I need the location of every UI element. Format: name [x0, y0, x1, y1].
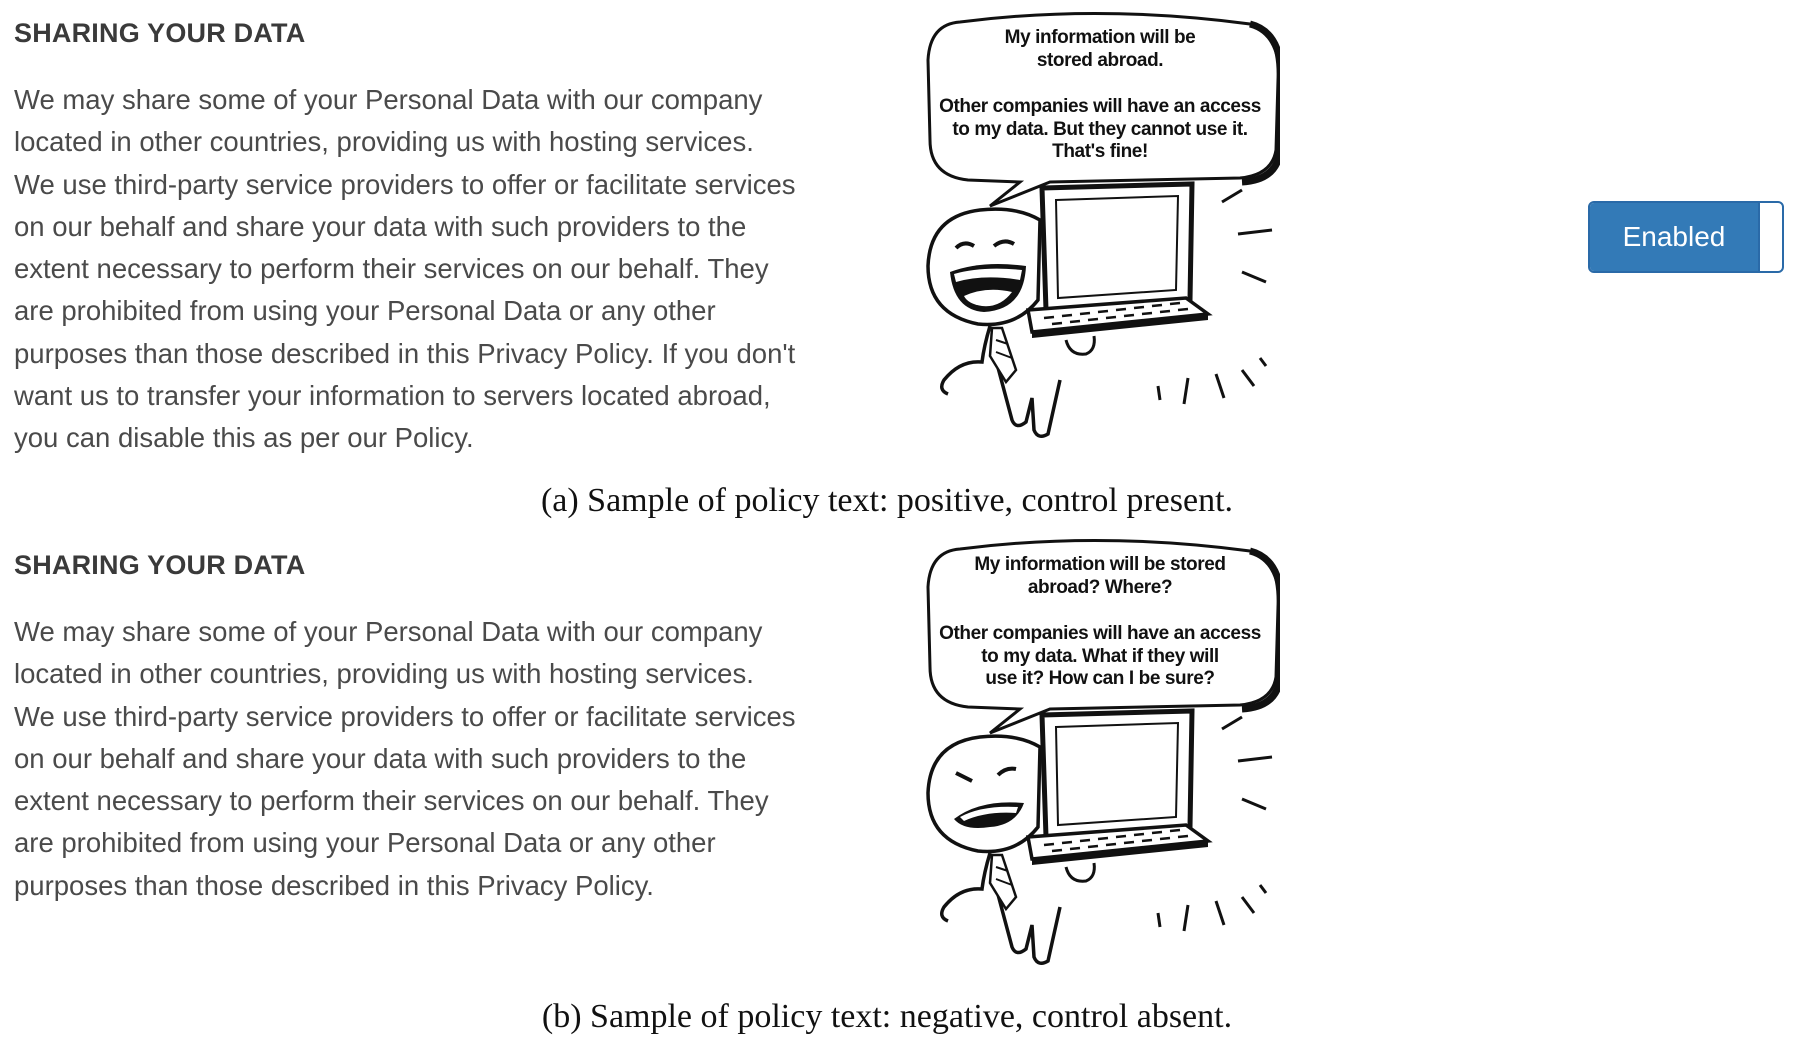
- section-heading: SHARING YOUR DATA: [14, 18, 306, 48]
- speech-bubble-text-top: My information will be stored abroad? Where?: [974, 554, 1226, 598]
- speech-bubble-text-bottom: Other companies will have an access to my data. But they cannot use it. That's fine!: [939, 96, 1261, 162]
- character-head: [928, 736, 1040, 851]
- data-sharing-toggle[interactable]: [1588, 201, 1784, 273]
- figure-caption-b: (b) Sample of policy text: negative, control absent.: [541, 998, 1233, 1035]
- figure-panel-b: [0, 530, 1794, 1058]
- speech-bubble-text-top: My information will be stored abroad.: [1004, 27, 1196, 71]
- cartoon-worried-user: [920, 537, 1280, 977]
- toggle-enabled-label: Enabled: [1590, 203, 1760, 271]
- speech-bubble-text-bottom: Other companies will have an access to my data. What if they will use it? How can I be sure?: [939, 623, 1261, 689]
- cartoon-drawing: [920, 10, 1280, 450]
- policy-text: We may share some of your Personal Data with our company located in other countries, providing us with hosting services. We use third-party service providers to offer or facilitate services on our behalf and share your data with such providers to the extent necessary to perform their services on our behalf. They are prohibited from using your Personal Data or any other purposes than those described in this Privacy Policy. If you don't want us to transfer your information to servers located abroad, you can disable this as per our Policy.: [14, 84, 796, 454]
- policy-text: We may share some of your Personal Data with our company located in other countries, providing us with hosting services. We use third-party service providers to offer or facilitate services on our behalf and share your data with such providers to the extent necessary to perform their services on our behalf. They are prohibited from using your Personal Data or any other purposes than those described in this Privacy Policy.: [14, 616, 796, 901]
- cartoon-happy-user: [920, 10, 1280, 450]
- cartoon-drawing: [920, 537, 1280, 977]
- figure-caption-a: (a) Sample of policy text: positive, control present.: [540, 482, 1234, 519]
- section-heading: SHARING YOUR DATA: [14, 550, 306, 580]
